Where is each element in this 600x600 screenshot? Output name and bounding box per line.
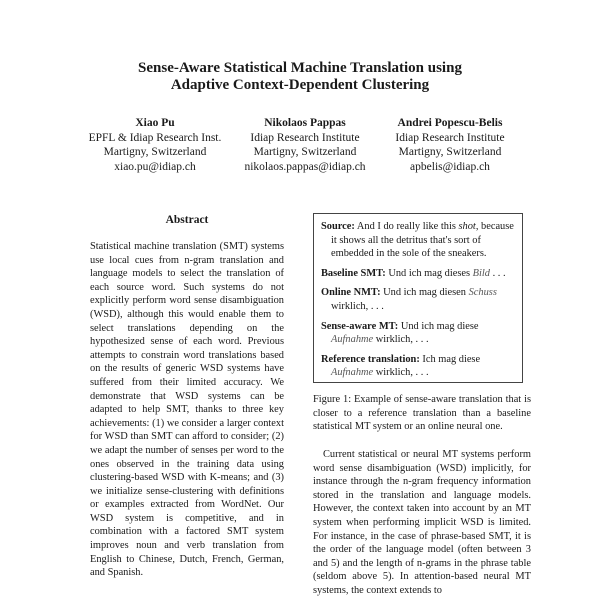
figure-1-box (313, 213, 523, 383)
nmt-post: wirklich, . . . (331, 300, 384, 312)
nmt-pre: Und ich mag diesen (383, 287, 466, 299)
source-pre: And I do really like this (356, 221, 456, 232)
author-email: xiao.pu@idiap.ch (114, 160, 196, 173)
author-email: nikolaos.pappas@idiap.ch (244, 160, 366, 173)
baseline-label: Baseline SMT: (321, 267, 386, 279)
sense-pre: Und ich mag diese (400, 320, 479, 332)
author-name: Xiao Pu (135, 117, 175, 129)
author-location: Martigny, Switzerland (398, 146, 502, 158)
figure-reference (321, 353, 515, 380)
title-line-1: Sense-Aware Statistical Machine Translation using (138, 60, 462, 76)
sense-word: Aufnahme (331, 334, 374, 346)
title-line-2: Adaptive Context-Dependent Clustering (170, 77, 430, 93)
abstract-body: Statistical machine translation (SMT) systems use local cues from n-gram translation and language models to select the translation of each source word. Such systems do not explicitly perform word sense disambiguation (WSD), although this would enable them to select translations depending on the hypothesized sense of each word. Previous attempts to constrain word translations based on the results of generic WSD systems have suffered from their limited accuracy. We demonstrate that WSD systems can be adapted to help SMT, thanks to three key achievements: (1) we consider a larger context for WSD than SMT can afford to consider; (2) we adapt the number of senses per word to the ones observed in the training data using clustering-based WSD with K-means; and (3) we initialize sense-clustering with definitions or examples extracted from WordNet. Our WSD system is competitive, and in combination with a factored SMT system improves noun and verb translation from English to Chinese, Dutch, French, German, and Spanish. (90, 241, 284, 579)
author-affiliation: Idiap Research Institute (250, 131, 360, 144)
nmt-label: Online NMT: (321, 287, 381, 299)
nmt-word: Schuss (468, 287, 497, 299)
author-affiliation: Idiap Research Institute (395, 131, 505, 144)
author-email: apbelis@idiap.ch (410, 160, 490, 173)
author-location: Martigny, Switzerland (103, 146, 207, 158)
source-word: shot (458, 221, 476, 232)
ref-pre: Ich mag diese (422, 353, 481, 365)
figure-sense-aware (321, 320, 515, 347)
figure-baseline (321, 267, 515, 281)
source-post: , because it shows all the detritus that's sort of embedded in the sole of the sneakers. (331, 221, 514, 260)
ref-label: Reference translation: (321, 353, 420, 365)
sense-label: Sense-aware MT: (321, 320, 399, 332)
author-location: Martigny, Switzerland (253, 146, 357, 158)
sense-post: wirklich, . . . (373, 334, 429, 346)
author-3 (365, 116, 535, 174)
source-label: Source: (321, 221, 355, 232)
intro-paragraph: Current statistical or neural MT systems perform word sense disambiguation (WSD) implicitly, for instance through the n-gram frequency information stored in the translation and language models. However, the context taken into account by an MT system when performing implicit WSD is limited. For instance, in the case of phrase-based SMT, it is the order of the language model (often between 3 and 5) and the length of n-grams in the phrase table (seldom above 5). In attention-based neural MT systems, the context extends to (313, 449, 531, 596)
author-affiliation: EPFL & Idiap Research Inst. (88, 131, 222, 144)
figure-source (321, 220, 515, 261)
figure-1-caption: Figure 1: Example of sense-aware translation that is closer to a reference translation than a baseline statistical MT system or an online neural one. (313, 394, 531, 433)
author-name: Andrei Popescu-Belis (397, 117, 503, 129)
baseline-word: Bild (472, 267, 490, 279)
figure-nmt (321, 286, 515, 313)
ref-word: Aufnahme (331, 367, 374, 379)
paper-title (0, 60, 600, 94)
baseline-pre: Und ich mag dieses (388, 267, 471, 279)
author-1 (70, 116, 240, 174)
ref-post: wirklich, . . . (373, 367, 429, 379)
abstract-heading: Abstract (165, 214, 209, 226)
baseline-post: . . . (489, 267, 506, 279)
author-name: Nikolaos Pappas (264, 117, 346, 129)
